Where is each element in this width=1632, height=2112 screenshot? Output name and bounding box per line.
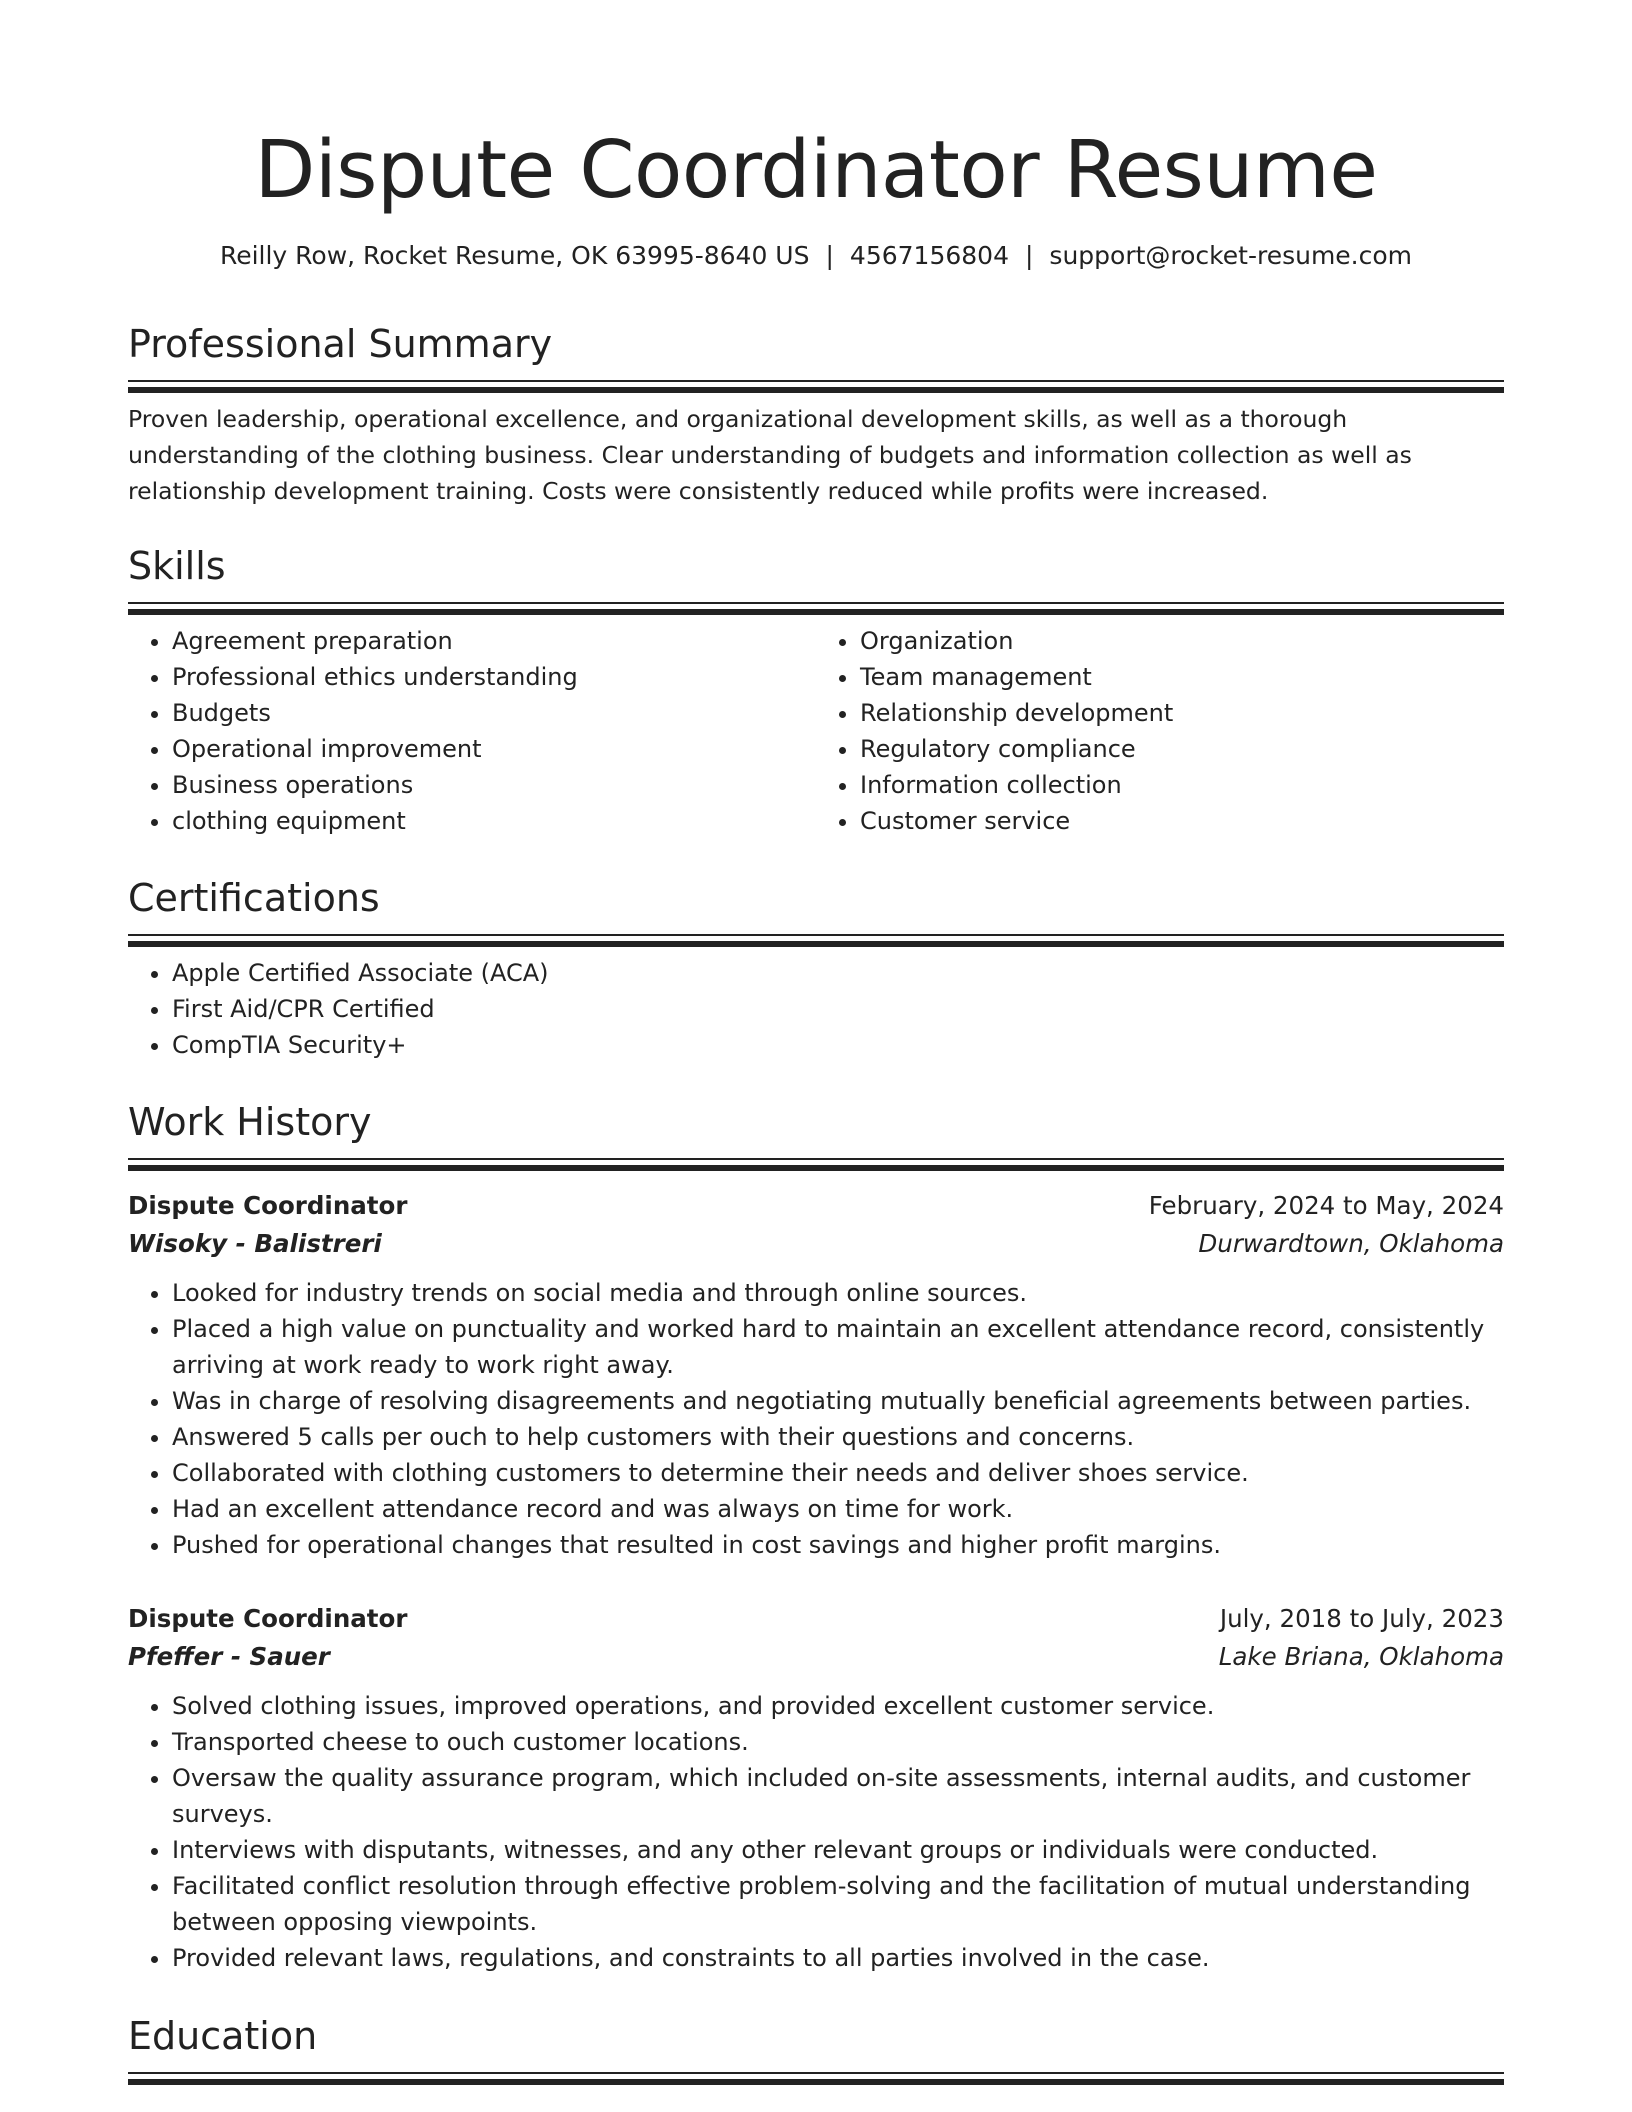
resume-title: Dispute Coordinator Resume bbox=[254, 124, 1378, 216]
contact-line bbox=[128, 236, 1504, 276]
skill-item: • Agreement preparation bbox=[172, 623, 816, 659]
job-duty: • Placed a high value on punctuality and worked hard to maintain an excellent attendance record, consistently arriving at work ready to work right away. bbox=[172, 1311, 1504, 1383]
summary-text: Proven leadership, operational excellence, and organizational development skills, as well as a thorough understanding of the clothing business. Clear understanding of budgets and information collection as well as relationship development training. Costs were consistently reduced while profits were increased. bbox=[128, 405, 1412, 505]
job-subheader-row bbox=[128, 1225, 1504, 1263]
job-duty: • Provided relevant laws, regulations, and constraints to all parties involved in the case. bbox=[172, 1940, 1504, 1976]
job-dates: February, 2024 to May, 2024 bbox=[1148, 1191, 1504, 1220]
contact-separator: | bbox=[1024, 241, 1034, 270]
section-rule bbox=[128, 934, 1504, 941]
skills-columns bbox=[128, 623, 1504, 839]
job-duty: • Collaborated with clothing customers to determine their needs and deliver shoes service. bbox=[172, 1455, 1504, 1491]
summary-section bbox=[128, 318, 1504, 509]
education-section bbox=[128, 2010, 1504, 2079]
job-title: Dispute Coordinator bbox=[128, 1604, 408, 1633]
section-heading: Skills bbox=[128, 544, 226, 588]
job-duty: • Interviews with disputants, witnesses, and any other relevant groups or individuals were conducted. bbox=[172, 1832, 1504, 1868]
job-duty: • Solved clothing issues, improved operations, and provided excellent customer service. bbox=[172, 1688, 1504, 1724]
job-entry bbox=[128, 1187, 1504, 1563]
skill-item: • clothing equipment bbox=[172, 803, 816, 839]
skill-item: • Information collection bbox=[860, 767, 1504, 803]
skill-item: • Budgets bbox=[172, 695, 816, 731]
job-duty: • Had an excellent attendance record and was always on time for work. bbox=[172, 1491, 1504, 1527]
skills-list-right bbox=[816, 623, 1504, 839]
job-dates: July, 2018 to July, 2023 bbox=[1219, 1604, 1504, 1633]
skill-item: • Business operations bbox=[172, 767, 816, 803]
contact-phone: 4567156804 bbox=[849, 241, 1009, 270]
job-duty: • Looked for industry trends on social media and through online sources. bbox=[172, 1275, 1504, 1311]
certification-item: • First Aid/CPR Certified bbox=[172, 991, 1504, 1027]
section-heading: Education bbox=[128, 2014, 318, 2058]
section-rule bbox=[128, 602, 1504, 609]
section-rule bbox=[128, 1158, 1504, 1165]
job-employer: Pfeffer - Sauer bbox=[128, 1642, 330, 1671]
skill-item: • Relationship development bbox=[860, 695, 1504, 731]
skill-item: • Customer service bbox=[860, 803, 1504, 839]
skill-item: • Organization bbox=[860, 623, 1504, 659]
job-duty: • Oversaw the quality assurance program, which included on-site assessments, internal audits, and customer surveys. bbox=[172, 1760, 1504, 1832]
job-duty: • Was in charge of resolving disagreements and negotiating mutually beneficial agreements between parties. bbox=[172, 1383, 1504, 1419]
job-duties-list bbox=[128, 1275, 1504, 1563]
certification-item: • Apple Certified Associate (ACA) bbox=[172, 955, 1504, 991]
section-heading: Certifications bbox=[128, 876, 380, 920]
job-title: Dispute Coordinator bbox=[128, 1191, 408, 1220]
job-subheader-row bbox=[128, 1638, 1504, 1676]
job-header-row bbox=[128, 1600, 1504, 1638]
job-duty: • Facilitated conflict resolution through effective problem-solving and the facilitation of mutual understanding between opposing viewpoints. bbox=[172, 1868, 1504, 1940]
section-heading: Work History bbox=[128, 1100, 372, 1144]
job-location: Durwardtown, Oklahoma bbox=[1198, 1229, 1504, 1258]
section-rule bbox=[128, 380, 1504, 387]
skills-section bbox=[128, 540, 1504, 839]
skill-item: • Professional ethics understanding bbox=[172, 659, 816, 695]
certifications-list bbox=[128, 955, 1504, 1063]
skill-item: • Team management bbox=[860, 659, 1504, 695]
section-heading: Professional Summary bbox=[128, 322, 553, 366]
contact-separator: | bbox=[825, 241, 834, 270]
work-history-section bbox=[128, 1096, 1504, 1165]
contact-address: Reilly Row, Rocket Resume, OK 63995-8640 US bbox=[219, 241, 810, 270]
certifications-section bbox=[128, 872, 1504, 1063]
skill-item: • Regulatory compliance bbox=[860, 731, 1504, 767]
section-rule bbox=[128, 2072, 1504, 2079]
skill-item: • Operational improvement bbox=[172, 731, 816, 767]
job-duty: • Answered 5 calls per ouch to help customers with their questions and concerns. bbox=[172, 1419, 1504, 1455]
job-entry bbox=[128, 1600, 1504, 1976]
job-duties-list bbox=[128, 1688, 1504, 1976]
job-location: Lake Briana, Oklahoma bbox=[1218, 1642, 1504, 1671]
contact-email: support@rocket-resume.com bbox=[1049, 241, 1413, 270]
certification-item: • CompTIA Security+ bbox=[172, 1027, 1504, 1063]
job-employer: Wisoky - Balistreri bbox=[128, 1229, 382, 1258]
job-duty: • Pushed for operational changes that resulted in cost savings and higher profit margins. bbox=[172, 1527, 1504, 1563]
job-header-row bbox=[128, 1187, 1504, 1225]
job-duty: • Transported cheese to ouch customer locations. bbox=[172, 1724, 1504, 1760]
skills-list-left bbox=[128, 623, 816, 839]
